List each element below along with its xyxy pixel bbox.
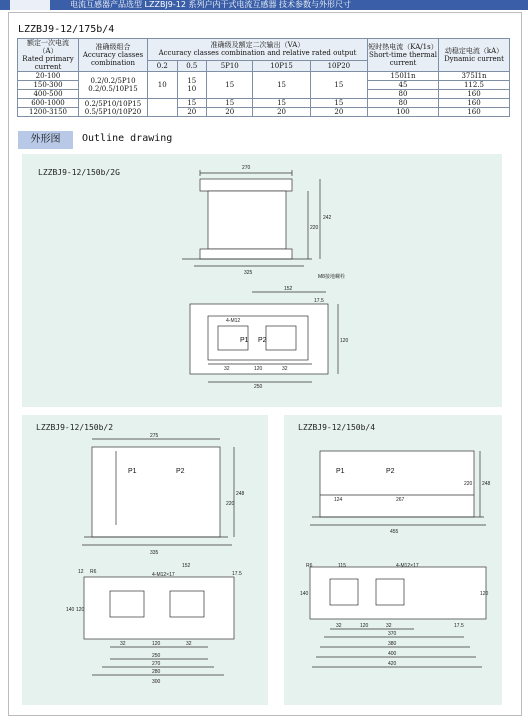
dim-label: 400 [388,651,397,657]
model-title: LZZBJ9-12/175b/4 [18,24,115,35]
col-short-time: 短时热电流（KA/1s） Short-time thermal current [368,39,439,72]
dim-label: 4-M12×17 [152,572,175,578]
dim-label: R6 [306,563,313,569]
dim-label: 32 [224,366,230,372]
dim-label: 270 [152,661,161,667]
spec-table [17,38,510,117]
dim-label: 32 [186,641,192,647]
dim-label: 250 [254,384,263,390]
dim-label: 17.5 [454,623,464,629]
dim-label: 32 [120,641,126,647]
table-row: 1200-3150 20 20 20 20 100 160 [18,108,510,117]
dim-label: 120 [340,338,349,344]
col-rated-primary: 额定一次电流（A） Rated primary current [18,39,79,72]
drawing-title: LZZBJ9-12/150b/2G [38,168,120,177]
table-row: 20-100 0.2/0.2/5P10 0.2/0.5/10P15 10 15 10 15 15 15 150I1n 375I1n [18,72,510,81]
dim-label: 370 [388,631,397,637]
table-row: 400-500 80 160 [18,90,510,99]
dim-label: 275 [150,433,159,439]
dim-label: 120 [76,607,85,613]
drawing-title: LZZBJ9-12/150b/2 [36,423,114,432]
bolt-note: M8接地螺栓 [318,274,345,280]
dim-label: 242 [323,215,332,221]
dim-label: 420 [388,661,397,667]
dim-label: 280 [152,669,161,675]
outline-drawing-2 [22,415,268,705]
sub-col: 10P15 [253,60,310,71]
dim-label: 455 [390,529,399,535]
terminal-p2-label: P2 [176,468,185,475]
dim-label: 220 [226,501,235,507]
dim-label: 17.5 [232,571,242,577]
dim-label: 32 [386,623,392,629]
dim-label: 300 [152,679,161,685]
table-row: 150-300 45 112.5 [18,81,510,90]
dim-label: 248 [482,481,491,487]
drawing-panel-2 [22,415,268,705]
dim-label: 220 [310,225,319,231]
terminal-p1-label: P1 [240,337,249,344]
brand-logo [10,0,50,10]
dim-label: 120 [152,641,161,647]
drawing-title: LZZBJ9-12/150b/4 [298,423,376,432]
dim-label: 220 [464,481,473,487]
dim-label: 140 [300,591,309,597]
terminal-p1-label: P1 [336,468,345,475]
dim-label: 4-M12×17 [396,563,419,569]
sub-col: 0.5 [177,60,207,71]
top-banner [0,0,528,10]
dim-label: 248 [236,491,245,497]
terminal-p1-label: P1 [128,468,137,475]
banner-title: 电流互感器产品选型 LZZBJ9-12 系列户内干式电流互感器 技术参数与外形尺寸 [70,0,352,9]
section-tag: 外形图 [18,131,73,149]
dim-label: 325 [244,270,253,276]
dim-label: 124 [334,497,343,503]
sub-col: 10P20 [310,60,367,71]
dim-label: 4-M12 [226,318,241,324]
dim-label: 267 [396,497,405,503]
drawing-panel-1 [22,154,502,407]
col-dynamic: 动稳定电流（kA） Dynamic current [439,39,510,72]
dim-label: 152 [284,286,293,292]
dim-label: 115 [338,563,346,569]
outline-drawing-1 [22,154,502,407]
terminal-p2-label: P2 [258,337,267,344]
dim-label: 32 [282,366,288,372]
dim-label: 17.5 [314,298,324,304]
dim-label: 140 [66,607,75,613]
dim-label: 120 [480,591,489,597]
dim-label: 152 [182,563,191,569]
sub-col: 5P10 [207,60,253,71]
dim-label: 120 [360,623,369,629]
dim-label: R6 [90,569,97,575]
drawing-panel-3 [284,415,502,705]
dim-label: 380 [388,641,397,647]
dim-label: 335 [150,550,159,556]
dim-label: 12 [78,569,84,575]
dim-label: 32 [336,623,342,629]
table-row: 600-1000 0.2/5P10/10P15 0.5/5P10/10P20 15 15 15 15 80 160 [18,99,510,108]
col-accuracy: 准确级组合 Accuracy classes combination [79,39,148,72]
terminal-p2-label: P2 [386,468,395,475]
sub-col: 0.2 [148,60,178,71]
section-title: Outline drawing [82,133,173,144]
dim-label: 120 [254,366,263,372]
outline-drawing-3 [284,415,502,705]
col-output: 准确级及额定二次输出（VA） Accuracy classes combination and relative rated output [148,39,368,61]
dim-label: 250 [152,653,161,659]
dim-label: 270 [242,165,251,171]
